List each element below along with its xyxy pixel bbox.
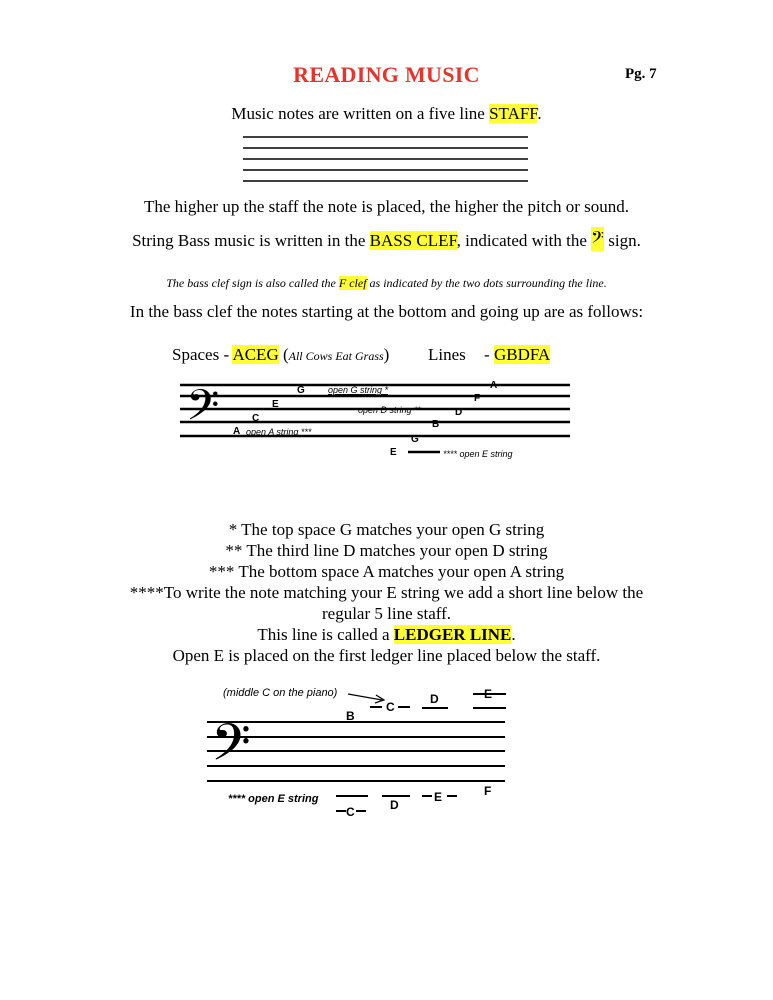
intro-line: Music notes are written on a five line STAFF. [231, 104, 542, 123]
note-a-space: A [233, 426, 241, 437]
note-d-explanation: ** The third line D matches your open D string [225, 541, 548, 560]
note-e-low: E [390, 447, 397, 458]
bass-clef-icon: 𝄢 [591, 227, 605, 251]
note-d: D [455, 407, 463, 418]
middle-c-label: (middle C on the piano) [223, 687, 338, 699]
open-e-label-2: **** open E string [228, 793, 319, 805]
note-c-up: C [386, 700, 395, 714]
bass-clef-highlight: BASS CLEF [369, 231, 457, 250]
note-e-space: E [272, 399, 279, 410]
note-g-low: G [411, 434, 419, 445]
ledger-line-highlight: LEDGER LINE [393, 625, 512, 644]
staff-highlight: STAFF [489, 104, 538, 123]
open-d-label: open D string ** [358, 405, 422, 415]
f-clef-highlight: F clef [338, 276, 367, 290]
note-c-down: C [346, 805, 355, 819]
note-f: F [474, 393, 481, 404]
lines-value: GBDFA [493, 345, 551, 364]
higher-pitch-line: The higher up the staff the note is placed, the higher the pitch or sound. [144, 197, 629, 216]
bass-clef-symbol: 𝄢 [186, 381, 220, 441]
note-b: B [432, 419, 440, 430]
note-d-down: D [390, 798, 399, 812]
spaces-value: ACEG [232, 345, 279, 364]
page-number: Pg. 7 [625, 66, 657, 82]
ledger-line-text: This line is called a LEDGER LINE. [257, 625, 516, 644]
note-e-up: E [484, 687, 493, 701]
note-e-explanation-cont: regular 5 line staff. [321, 604, 452, 623]
open-e-label: **** open E string [443, 449, 513, 459]
note-e-down: E [434, 790, 443, 804]
lines-label: Lines - GBDFA [428, 345, 551, 364]
page-title: READING MUSIC [293, 62, 480, 87]
open-a-label: open A string *** [246, 427, 312, 437]
bass-clef-line: String Bass music is written in the BASS CLEF, indicated with the 𝄢 sign. [132, 227, 641, 251]
order-line: In the bass clef the notes starting at the bottom and going up are as follows: [129, 302, 644, 321]
note-e-explanation: ****To write the note matching your E string we add a short line below the [129, 583, 644, 602]
spaces-label: Spaces - ACEG (All Cows Eat Grass) [172, 345, 390, 364]
note-g-space: G [297, 385, 305, 396]
bass-clef-symbol-2: 𝄢 [211, 712, 251, 785]
note-b-up: B [346, 709, 355, 723]
note-c-space: C [252, 413, 260, 424]
note-d-up: D [430, 692, 439, 706]
note-f-low: F [484, 784, 492, 798]
note-a-top: A [490, 380, 498, 391]
open-e-placement-line: Open E is placed on the first ledger line placed below the staff. [172, 646, 601, 665]
spaces-mnemonic: All Cows Eat Grass [288, 349, 384, 363]
note-g-explanation: * The top space G matches your open G string [228, 520, 545, 539]
f-clef-note: The bass clef sign is also called the F clef as indicated by the two dots surrounding the line. [166, 276, 607, 290]
note-a-explanation: *** The bottom space A matches your open A string [208, 562, 565, 581]
open-g-label: open G string * [328, 385, 389, 395]
